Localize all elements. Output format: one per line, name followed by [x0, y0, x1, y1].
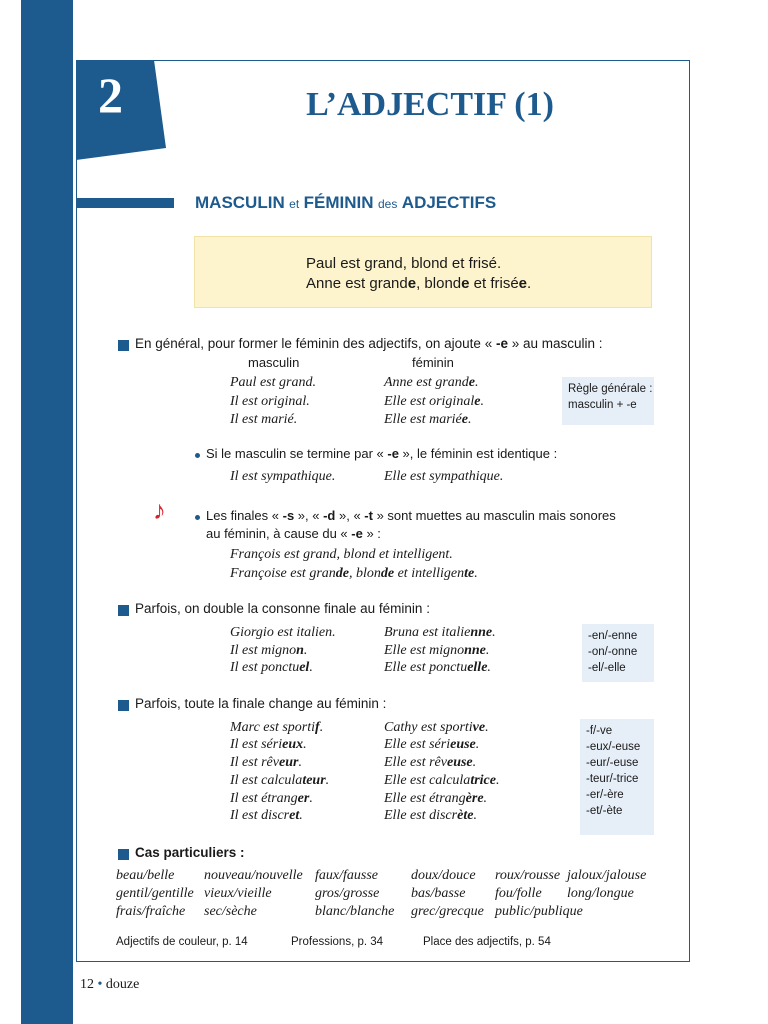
example-fem: Elle est sympathique.	[384, 469, 504, 484]
particular-pair: blanc/blanche	[315, 904, 395, 919]
particular-pair: fou/folle	[495, 886, 542, 901]
example-fem: Françoise est grande, blonde et intelligente.	[230, 566, 478, 581]
music-note-icon: ♪	[153, 496, 166, 525]
particular-pair: jaloux/jalouse	[567, 868, 647, 883]
particular-pair: sec/sèche	[204, 904, 257, 919]
particular-pair: beau/belle	[116, 868, 175, 883]
intro-line-1: Paul est grand, blond et frisé.	[306, 255, 502, 272]
particular-pair: public/publique	[495, 904, 583, 919]
example-fem: Elle est mignonne.	[384, 643, 490, 658]
section-bar	[76, 198, 174, 208]
particular-pair: gros/grosse	[315, 886, 380, 901]
example-masc: Il est original.	[230, 394, 310, 409]
example-fem: Elle est mariée.	[384, 412, 472, 427]
example-masc: Paul est grand.	[230, 375, 316, 390]
rule3-sidebox: -f/-ve -eux/-euse -eur/-euse -teur/-trice -er/-ère -et/-ète	[580, 719, 654, 835]
example-masc: Il est ponctuel.	[230, 660, 313, 675]
example-masc: Il est discret.	[230, 808, 303, 823]
particular-pair: roux/rousse	[495, 868, 561, 883]
rule1-heading: En général, pour former le féminin des adjectifs, on ajoute « -e » au masculin :	[135, 336, 603, 351]
example-fem: Elle est calculatrice.	[384, 773, 500, 788]
rule1b-text: Si le masculin se termine par « -e », le féminin est identique :	[206, 446, 558, 461]
particular-pair: gentil/gentille	[116, 886, 194, 901]
example-fem: Elle est ponctuelle.	[384, 660, 491, 675]
example-masc: Il est sympathique.	[230, 469, 336, 484]
rule2-heading: Parfois, on double la consonne finale au féminin :	[135, 601, 430, 616]
particular-pair: long/longue	[567, 886, 634, 901]
reference-link[interactable]: Adjectifs de couleur, p. 14	[116, 936, 248, 948]
bullet	[195, 453, 200, 458]
example-fem: Elle est rêveuse.	[384, 755, 477, 770]
particular-heading: Cas particuliers :	[135, 845, 245, 860]
example-fem: Elle est originale.	[384, 394, 484, 409]
example-masc: Il est marié.	[230, 412, 298, 427]
example-fem: Bruna est italienne.	[384, 625, 496, 640]
example-fem: Elle est discrète.	[384, 808, 477, 823]
example-masc: Giorgio est italien.	[230, 625, 336, 640]
page-spine	[21, 0, 73, 1024]
rule-marker	[118, 849, 129, 860]
particular-pair: grec/grecque	[411, 904, 484, 919]
example-masc: Marc est sportif.	[230, 720, 324, 735]
particular-pair: vieux/vieille	[204, 886, 272, 901]
particular-pair: nouveau/nouvelle	[204, 868, 303, 883]
intro-line-2: Anne est grande, blonde et frisée.	[306, 275, 532, 292]
section-title: MASCULIN et FÉMININ des ADJECTIFS	[195, 193, 497, 212]
rule-marker	[118, 340, 129, 351]
rule-marker	[118, 700, 129, 711]
chapter-title: L’ADJECTIF (1)	[306, 86, 554, 123]
example-masc: Il est rêveur.	[230, 755, 302, 770]
rule1c-line-2: au féminin, à cause du « -e » :	[206, 526, 381, 541]
example-fem: Elle est étrangère.	[384, 791, 488, 806]
example-fem: Cathy est sportive.	[384, 720, 489, 735]
column-feminin: féminin	[412, 355, 454, 370]
example-fem: Anne est grande.	[384, 375, 479, 390]
particular-pair: frais/fraîche	[116, 904, 186, 919]
particular-pair: doux/douce	[411, 868, 476, 883]
reference-link[interactable]: Professions, p. 34	[291, 936, 384, 948]
example-masc: Il est mignon.	[230, 643, 308, 658]
example-masc: Il est sérieux.	[230, 737, 307, 752]
rule1c-line-1: Les finales « -s », « -d », « -t » sont muettes au masculin mais sonores	[206, 508, 616, 523]
column-masculin: masculin	[248, 355, 300, 370]
particular-pair: bas/basse	[411, 886, 466, 901]
rule1-sidebox: Règle générale : masculin + -e	[562, 377, 654, 425]
intro-example-box	[194, 236, 652, 308]
example-masc: Il est étranger.	[230, 791, 313, 806]
rule-marker	[118, 605, 129, 616]
example-fem: Elle est sérieuse.	[384, 737, 480, 752]
example-masc: Il est calculateur.	[230, 773, 330, 788]
particular-pair: faux/fausse	[315, 868, 378, 883]
example-masc: François est grand, blond et intelligent.	[230, 547, 453, 562]
rule2-sidebox: -en/-enne -on/-onne -el/-elle	[582, 624, 654, 682]
chapter-number: 2	[98, 67, 123, 123]
reference-link[interactable]: Place des adjectifs, p. 54	[423, 936, 551, 948]
rule3-heading: Parfois, toute la finale change au féminin :	[135, 696, 387, 711]
page-number: 12 • douze	[80, 977, 140, 992]
bullet	[195, 515, 200, 520]
